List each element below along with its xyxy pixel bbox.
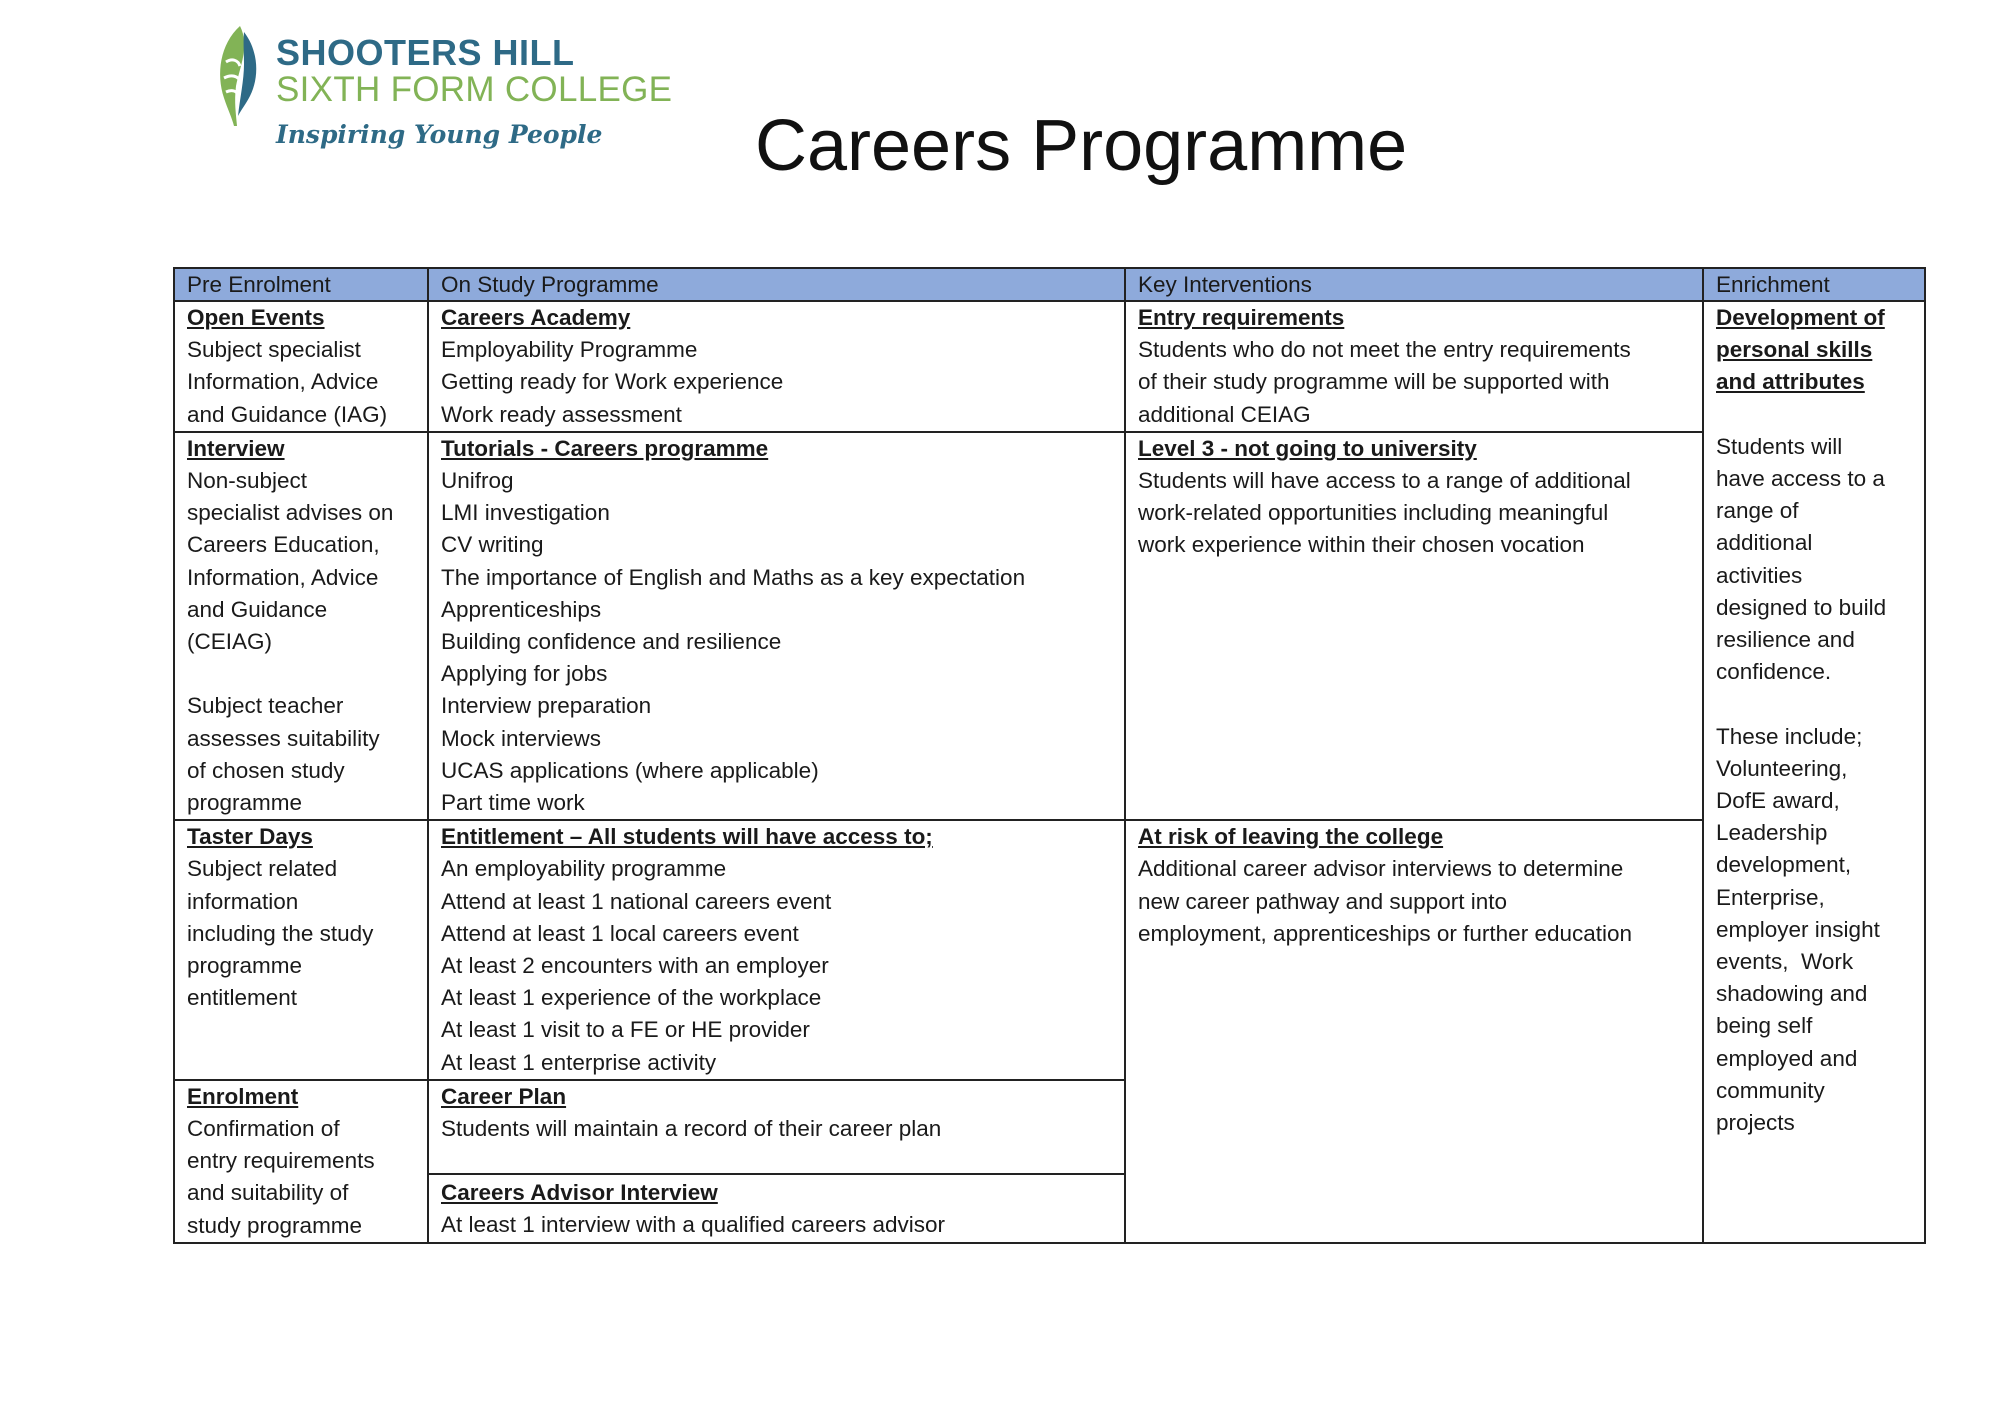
section-heading: Career Plan (441, 1083, 567, 1109)
list-item: At least 1 experience of the workplace (441, 985, 822, 1011)
cell-advisor-interview (428, 1174, 1125, 1243)
page-title: Careers Programme (755, 106, 1408, 186)
cell-entitlement (428, 820, 1125, 1080)
section-heading: Entry requirements (1138, 305, 1345, 330)
text-line: range of (1716, 498, 1799, 524)
cell-level3 (1125, 432, 1703, 820)
text-line: resilience and (1716, 627, 1855, 653)
text-line: new career pathway and support into (1138, 888, 1507, 914)
text-line: and Guidance (187, 596, 328, 622)
careers-programme-table (173, 267, 1926, 1244)
text-line: have access to a (1716, 466, 1885, 491)
section-heading: Careers Advisor Interview (441, 1179, 718, 1205)
text-line: Enterprise, (1716, 884, 1825, 910)
column-header-pre-enrolment: Pre Enrolment (174, 268, 428, 301)
text-line: Information, Advice (187, 564, 379, 590)
list-item: Interview preparation (441, 693, 652, 719)
text-line: Careers Education, (187, 532, 380, 558)
cell-tutorials (428, 432, 1125, 820)
spacer (187, 658, 417, 690)
text-line: of chosen study (187, 757, 345, 783)
list-item: CV writing (441, 532, 544, 558)
list-item: Employability Programme (441, 337, 698, 363)
section-heading: Open Events (187, 305, 325, 330)
cell-enrolment (174, 1080, 428, 1243)
text-line: entry requirements (187, 1148, 375, 1174)
list-item: Apprenticeships (441, 596, 602, 622)
table-row (174, 301, 1925, 432)
list-item: UCAS applications (where applicable) (441, 757, 819, 783)
text-line: programme (187, 953, 303, 979)
cell-careers-academy (428, 301, 1125, 432)
text-line: designed to build (1716, 594, 1887, 620)
text-line: Students will (1716, 433, 1843, 459)
list-item: Unifrog (441, 468, 514, 494)
text-line: At least 1 interview with a qualified careers advisor (441, 1212, 945, 1238)
section-heading: Taster Days (187, 824, 313, 850)
text-line: These include; (1716, 723, 1863, 749)
text-line: programme (187, 790, 303, 816)
cell-enrichment (1703, 301, 1925, 1243)
logo-text-line1: SHOOTERS HILL (276, 32, 575, 73)
text-line: study programme (187, 1212, 363, 1238)
spacer (1716, 399, 1914, 431)
list-item: At least 1 enterprise activity (441, 1049, 717, 1075)
text-line: Students who do not meet the entry requirements (1138, 337, 1631, 363)
spacer (1716, 688, 1914, 720)
cell-entry-requirements (1125, 301, 1703, 432)
section-heading: Interview (187, 435, 285, 461)
text-line: Students will have access to a range of additional (1138, 468, 1631, 494)
text-line: Volunteering, (1716, 755, 1848, 781)
text-line: Subject specialist (187, 337, 361, 363)
text-line: entitlement (187, 985, 298, 1011)
text-line: employed and (1716, 1045, 1858, 1071)
text-line: Subject related (187, 856, 338, 882)
section-heading: Enrolment (187, 1083, 299, 1109)
logo-tagline: Inspiring Young People (276, 120, 603, 149)
text-line: (CEIAG) (187, 629, 273, 655)
text-line: work experience within their chosen vocation (1138, 532, 1585, 558)
cell-open-events (174, 301, 428, 432)
text-line: specialist advises on (187, 500, 394, 526)
text-line: community (1716, 1077, 1825, 1103)
section-heading: Tutorials - Careers programme (441, 435, 769, 461)
list-item: The importance of English and Maths as a key expectation (441, 564, 1026, 590)
text-line: Students will maintain a record of their career plan (441, 1116, 942, 1142)
section-heading: personal skills (1716, 337, 1873, 363)
section-heading: and attributes (1716, 369, 1865, 395)
text-line: of their study programme will be supported with (1138, 369, 1610, 395)
cell-taster-days (174, 820, 428, 1080)
text-line: employment, apprenticeships or further education (1138, 920, 1633, 946)
logo-text-line2: SIXTH FORM COLLEGE (276, 70, 673, 109)
text-line: work-related opportunities including meaningful (1138, 500, 1609, 526)
text-line: DofE award, (1716, 788, 1840, 814)
text-line: employer insight (1716, 916, 1880, 942)
list-item: Part time work (441, 790, 585, 816)
text-line: development, (1716, 852, 1852, 878)
list-item: At least 2 encounters with an employer (441, 953, 829, 979)
text-line: events, Work (1716, 949, 1854, 975)
text-line: Non-subject (187, 468, 308, 494)
column-header-on-study: On Study Programme (428, 268, 1125, 301)
text-line: projects (1716, 1110, 1795, 1136)
list-item: Work ready assessment (441, 401, 682, 427)
cell-interview (174, 432, 428, 820)
list-item: Attend at least 1 local careers event (441, 920, 799, 946)
list-item: Applying for jobs (441, 661, 608, 687)
text-line: additional (1716, 530, 1813, 556)
section-heading: Level 3 - not going to university (1138, 435, 1477, 461)
text-line: Subject teacher (187, 693, 344, 719)
section-heading: Entitlement – All students will have access to; (441, 824, 933, 850)
text-line: and Guidance (IAG) (187, 401, 388, 427)
text-line: assesses suitability (187, 725, 380, 751)
text-line: Information, Advice (187, 369, 379, 395)
table-header-row (174, 268, 1925, 301)
column-header-key-interventions: Key Interventions (1125, 268, 1703, 301)
list-item: Building confidence and resilience (441, 629, 782, 655)
text-line: and suitability of (187, 1180, 349, 1206)
list-item: LMI investigation (441, 500, 610, 526)
list-item: Attend at least 1 national careers event (441, 888, 832, 914)
text-line: being self (1716, 1013, 1813, 1039)
cell-at-risk (1125, 820, 1703, 1243)
list-item: Getting ready for Work experience (441, 369, 784, 395)
section-heading: Development of (1716, 305, 1885, 330)
text-line: additional CEIAG (1138, 401, 1311, 427)
section-heading: Careers Academy (441, 305, 631, 330)
text-line: Additional career advisor interviews to determine (1138, 856, 1624, 882)
column-header-enrichment: Enrichment (1703, 268, 1925, 301)
text-line: Confirmation of (187, 1116, 340, 1142)
list-item: Mock interviews (441, 725, 602, 751)
table-row (174, 432, 1925, 820)
text-line: confidence. (1716, 659, 1832, 685)
table-row (174, 820, 1925, 1080)
text-line: information (187, 888, 299, 914)
text-line: shadowing and (1716, 981, 1868, 1007)
text-line: activities (1716, 562, 1803, 588)
text-line: Leadership (1716, 820, 1828, 846)
list-item: At least 1 visit to a FE or HE provider (441, 1017, 810, 1043)
cell-career-plan (428, 1080, 1125, 1174)
college-logo (210, 22, 680, 162)
list-item: An employability programme (441, 856, 727, 882)
section-heading: At risk of leaving the college (1138, 824, 1444, 850)
text-line: including the study (187, 920, 374, 946)
leaf-logo-icon (210, 22, 266, 126)
